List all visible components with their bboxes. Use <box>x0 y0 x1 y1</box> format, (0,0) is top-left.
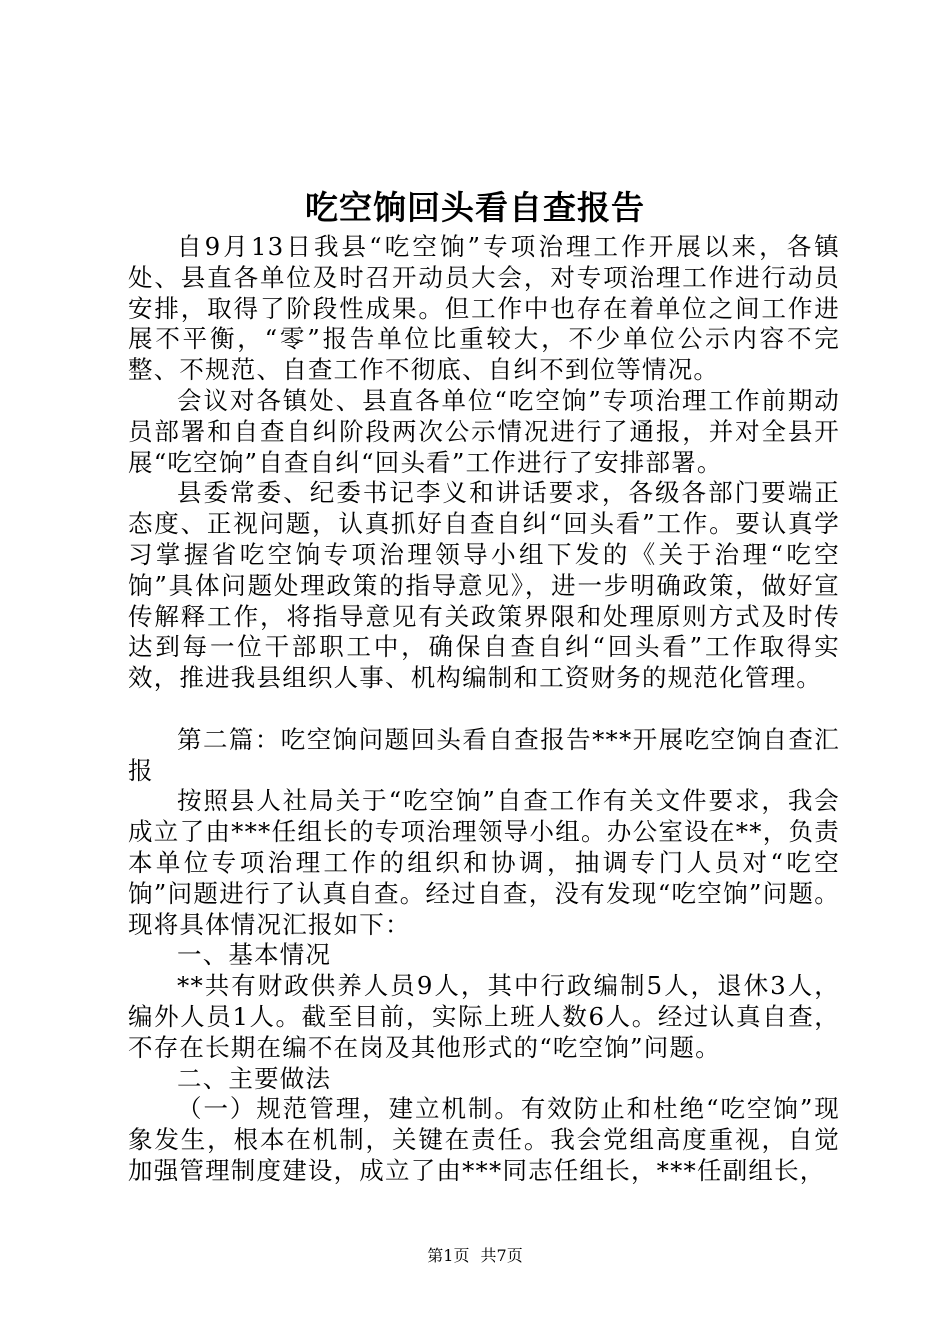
section-heading: 第二篇：吃空饷问题回头看自查报告***开展吃空饷自查汇报 <box>128 724 840 785</box>
page-number: 第1页 <box>427 1246 470 1265</box>
page-footer <box>0 1245 950 1267</box>
paragraph: 按照县人社局关于“吃空饷”自查工作有关文件要求，我会成立了由***任组长的专项治理领导小组。办公室设在**，负责本单位专项治理工作的组织和协调，抽调专门人员对“吃空饷”问题进行了认真自查。经过自查，没有发现“吃空饷”问题。现将具体情况汇报如下： <box>128 786 840 939</box>
blank-line <box>128 694 840 725</box>
document-body <box>128 232 840 1187</box>
subsection-heading: 一、基本情况 <box>177 940 332 970</box>
page-total: 共7页 <box>480 1246 523 1265</box>
subsection-heading: 二、主要做法 <box>177 1063 332 1093</box>
paragraph: 会议对各镇处、县直各单位“吃空饷”专项治理工作前期动员部署和自查自纠阶段两次公示情况进行了通报，并对全县开展“吃空饷”自查自纠“回头看”工作进行了安排部署。 <box>128 385 840 477</box>
paragraph: **共有财政供养人员9人，其中行政编制5人，退休3人，编外人员1人。截至目前，实际上班人数6人。经过认真自查，不存在长期在编不在岗及其他形式的“吃空饷”问题。 <box>128 971 840 1062</box>
page-title: 吃空饷回头看自查报告 <box>305 188 645 227</box>
paragraph: 县委常委、纪委书记李义和讲话要求，各级各部门要端正态度、正视问题，认真抓好自查自纠“回头看”工作。要认真学习掌握省吃空饷专项治理领导小组下发的《关于治理“吃空饷”具体问题处理政策的指导意见》，进一步明确政策，做好宣传解释工作，将指导意见有关政策界限和处理原则方式及时传达到每一位干部职工中，确保自查自纠“回头看”工作取得实效，推进我县组织人事、机构编制和工资财务的规范化管理。 <box>128 478 840 693</box>
paragraph: （一）规范管理，建立机制。有效防止和杜绝“吃空饷”现象发生，根本在机制，关键在责任。我会党组高度重视，自觉加强管理制度建设，成立了由***同志任组长，***任副组长， <box>128 1094 840 1185</box>
paragraph: 自9月13日我县“吃空饷”专项治理工作开展以来，各镇处、县直各单位及时召开动员大会，对专项治理工作进行动员安排，取得了阶段性成果。但工作中也存在着单位之间工作进展不平衡，“零”报告单位比重较大，不少单位公示内容不完整、不规范、自查工作不彻底、自纠不到位等情况。 <box>128 232 840 385</box>
